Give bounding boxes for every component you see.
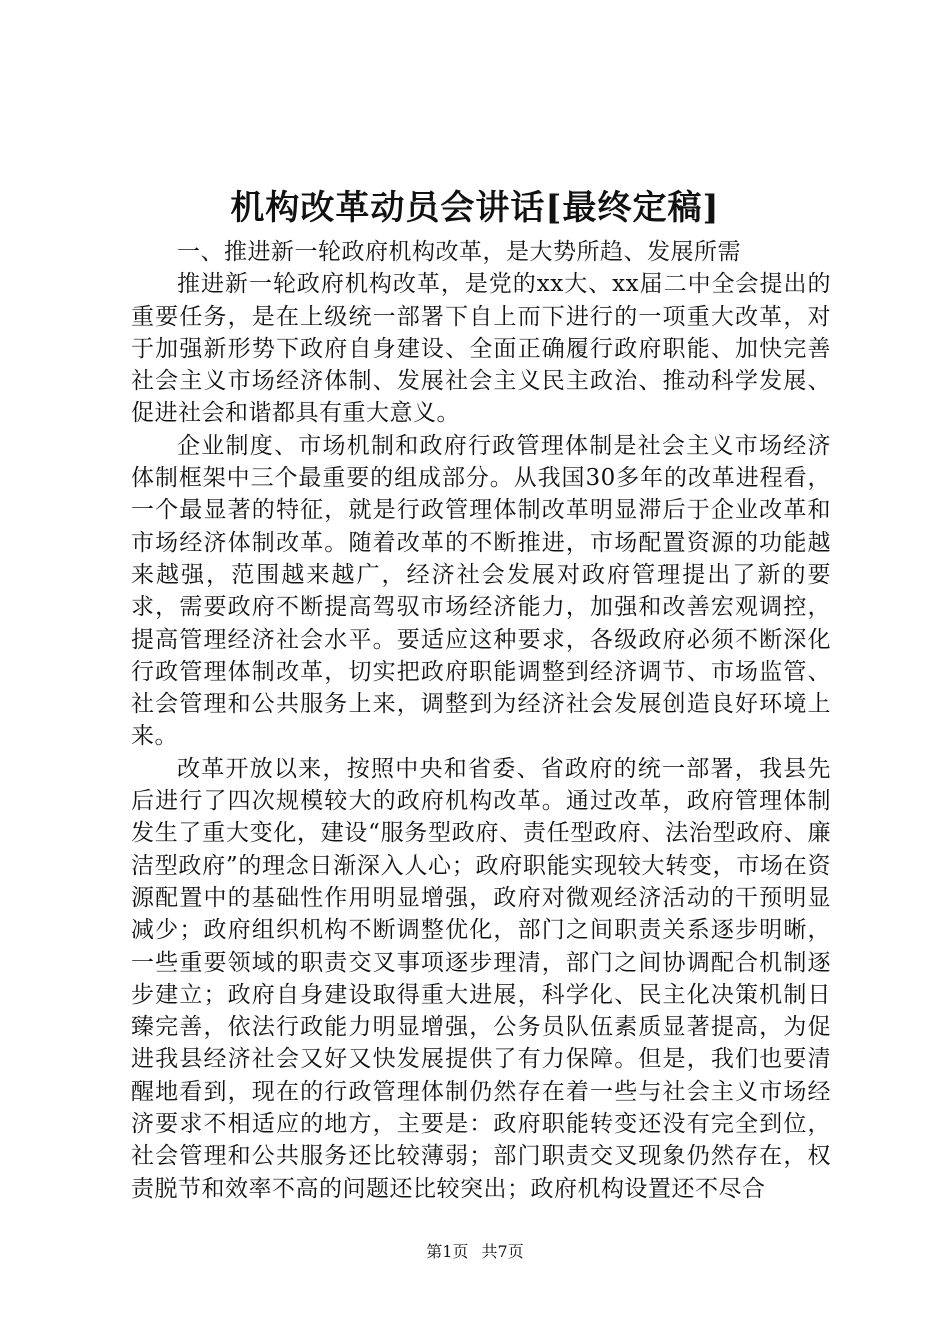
page-number: 第1页 [426,1242,469,1261]
paragraph: 企业制度、市场机制和政府行政管理体制是社会主义市场经济体制框架中三个最重要的组成部分。从我国30多年的改革进程看，一个最显著的特征，就是行政管理体制改革明显滞后于企业改革和市场经济体制改革。随着改革的不断推进，市场配置资源的功能越来越强，范围越来越广，经济社会发展对政府管理提出了新的要求，需要政府不断提高驾驭市场经济能力，加强和改善宏观调控，提高管理经济社会水平。要适应这种要求，各级政府必须不断深化行政管理体制改革，切实把政府职能调整到经济调节、市场监管、社会管理和公共服务上来，调整到为经济社会发展创造良好环境上来。 [131,432,831,750]
page-total: 共7页 [481,1242,524,1261]
document-body [131,236,831,1205]
paragraph: 推进新一轮政府机构改革，是党的xx大、xx届二中全会提出的重要任务，是在上级统一部署下自上而下进行的一项重大改革，对于加强新形势下政府自身建设、全面正确履行政府职能、加快完善社会主义市场经济体制、发展社会主义民主政治、推动科学发展、促进社会和谐都具有重大意义。 [131,271,831,427]
document-title: 机构改革动员会讲话[最终定稿] [230,188,720,228]
page-footer [0,1241,950,1263]
section-heading: 一、推进新一轮政府机构改革，是大势所趋、发展所需 [177,239,741,265]
paragraph: 改革开放以来，按照中央和省委、省政府的统一部署，我县先后进行了四次规模较大的政府机构改革。通过改革，政府管理体制发生了重大变化，建设“服务型政府、责任型政府、法治型政府、廉洁型政府”的理念日渐深入人心；政府职能实现较大转变，市场在资源配置中的基础性作用明显增强，政府对微观经济活动的干预明显减少；政府组织机构不断调整优化，部门之间职责关系逐步明晰，一些重要领域的职责交叉事项逐步理清，部门之间协调配合机制逐步建立；政府自身建设取得重大进展，科学化、民主化决策机制日臻完善，依法行政能力明显增强，公务员队伍素质显著提高，为促进我县经济社会又好又快发展提供了有力保障。但是，我们也要清醒地看到，现在的行政管理体制仍然存在着一些与社会主义市场经济要求不相适应的地方，主要是：政府职能转变还没有完全到位，社会管理和公共服务还比较薄弱；部门职责交叉现象仍然存在，权责脱节和效率不高的问题还比较突出；政府机构设置还不尽合 [131,755,831,1202]
